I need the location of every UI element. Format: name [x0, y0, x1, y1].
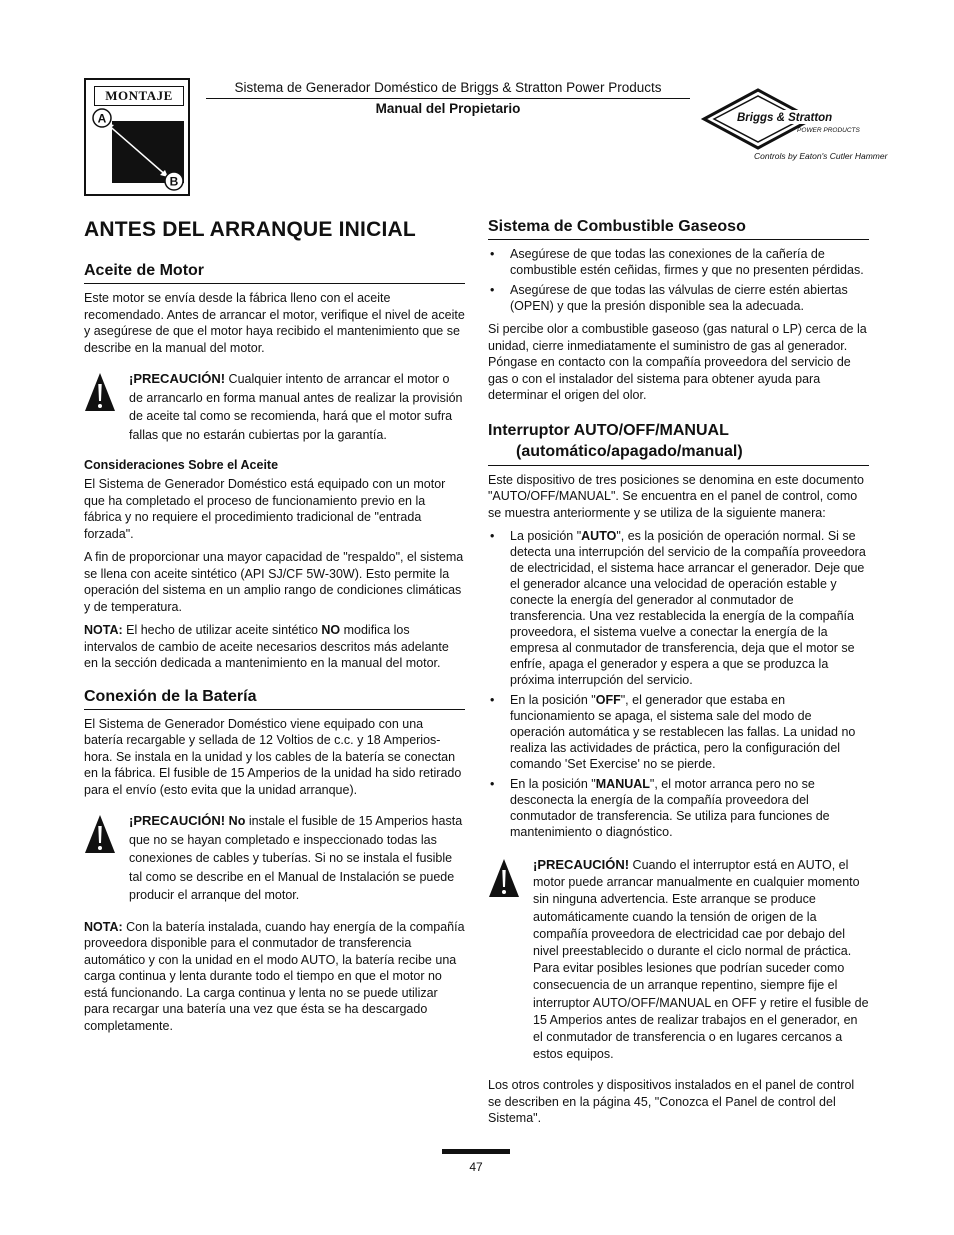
oil-warning-label: ¡PRECAUCIÓN! — [129, 371, 226, 386]
oil-note: NOTA: El hecho de utilizar aceite sintético NO modifica los intervalos de cambio de aceite necesarios descritos más adelante en la sección dedicada a mantenimiento en la manual del motor. — [84, 623, 449, 670]
oil-note-label: NOTA: — [84, 623, 123, 637]
oil-paragraph-3: A fin de proporcionar una mayor capacidad de "respaldo", el sistema se llena con aceite sintético (API SJ/CF 5W-30W). Esto permite la operación del sistema en un amplio rango de condiciones climáticas y de temperatura. — [84, 550, 464, 614]
list-item-auto: • La posición "AUTO", es la posición de operación normal. Si se detecta una interrupción del servicio de la compañía proveedora de electricidad, el sistema hace arrancar el generador. Deje que el generador alcance una velocidad de operación estable y conecte la energía del generador al conmutador de transferencia. Una vez restablecida la energía de la compañía proveedora, el sistema vuelve a conectar la energía de la empresa al conmutador de transferencia, deja que el motor se enfríe, apaga el generador y espera a que se produzca la próxima interrupción del servicio. — [490, 529, 866, 687]
montaje-label: MONTAJE — [94, 86, 184, 106]
logo-sub: POWER PRODUCTS — [797, 127, 860, 134]
section-heading-switch: Interruptor AUTO/OFF/MANUAL (automático/apagado/manual) — [488, 420, 869, 466]
footer-bar — [442, 1149, 510, 1154]
montaje-a-b-icon — [90, 107, 186, 193]
switch-warning-text: Cuando el interruptor está en AUTO, el motor puede arrancar manualmente en cualquier momento sin ninguna advertencia. Este arranque se produce automáticamente cuando la tensión de origen de la compañía proveedora de electricidad cae por debajo del nivel preestablecido o durante el ciclo normal de práctica. Para evitar posibles lesiones que podrían suceder como consecuencia de un arranque repentino, siempre fije el interruptor AUTO/OFF/MANUAL en OFF y retire el fusible de 15 Amperios antes de realizar trabajos en el generador, en el conmutador de transferencia o en lugares cercanos a estos equipos. — [533, 858, 869, 1062]
section-heading-fuel: Sistema de Combustible Gaseoso — [488, 218, 869, 240]
battery-warning: ¡PRECAUCIÓN! No instale el fusible de 15 Amperios hasta que no se hayan completado e inspeccionado todas las conexiones de cables y tuberías. Si no se instala el fusible tal como se describe en el Manual de Instalación se puede producir el arranque del motor. — [84, 812, 465, 905]
fuel-list — [488, 246, 869, 314]
logo-brand: Briggs & Stratton — [737, 112, 833, 124]
oil-warning — [84, 370, 465, 444]
header-title: Sistema de Generador Doméstico de Briggs & Stratton Power Products — [234, 80, 662, 95]
oil-warning-text: Cualquier intento de arrancar el motor o de arrancarlo en forma manual antes de realizar la provisión de aceite tal como se recomienda, hará que el motor sufra fallas que no estarán cubiertas por la garantía. — [129, 372, 463, 442]
switch-warning — [488, 856, 869, 1063]
list-item: • Asegúrese de que todas las válvulas de cierre estén abiertas (OPEN) y que la presión disponible sea la adecuada. — [490, 283, 848, 313]
battery-note-label: NOTA: — [84, 919, 123, 934]
briggs-stratton-logo — [700, 88, 870, 150]
warning-triangle-icon — [488, 858, 520, 898]
page-title: ANTES DEL ARRANQUE INICIAL — [84, 218, 416, 241]
battery-paragraph-1: El Sistema de Generador Doméstico viene equipado con una batería recargable y sellada de 12 Voltios de c.c. y 18 Amperios-hora. Se instala en la unidad y los cables de la batería se conectan en la fábrica. El fusible de 15 Amperios de la unidad ha sido retirado para el envío (esto evita que la unidad arranque). — [84, 716, 462, 797]
list-item-off: • En la posición "OFF", el generador que estaba en funcionamiento se apaga, el sistema sale del modo de operación automática y se restablecen las fallas. La unidad no realiza las actividades de práctica, pero la configuración del comando 'Set Exercise' no se pierde. — [490, 693, 856, 771]
list-item-manual: • En la posición "MANUAL", el motor arranca pero no se desconecta la energía de la compañía proveedora del conmutador de transferencia. Se utiliza para funciones de mantenimiento o diagnóstico. — [490, 777, 830, 839]
battery-warning-label: ¡PRECAUCIÓN! — [129, 813, 229, 828]
switch-warning-label: ¡PRECAUCIÓN! — [533, 857, 630, 872]
warning-triangle-icon — [84, 372, 116, 412]
oil-subheading: Consideraciones Sobre el Aceite — [84, 458, 279, 472]
header-divider — [206, 98, 690, 99]
switch-position-list — [488, 528, 869, 840]
list-item: • Asegúrese de que todas las conexiones de la cañería de combustible estén ceñidas, firmes y que no presenten pérdidas. — [490, 247, 864, 277]
switch-paragraph: Este dispositivo de tres posiciones se denomina en este documento "AUTO/OFF/MANUAL". Se encuentra en el panel de control, como se muestra anteriormente y se utiliza de la siguiente manera: — [488, 472, 864, 520]
badge-letter-a: A — [97, 111, 107, 126]
logo-caption: Controls by Eaton's Cutler Hammer — [754, 151, 888, 161]
warning-triangle-icon — [84, 814, 116, 854]
section-heading-oil: Aceite de Motor — [84, 262, 465, 284]
page-number: 47 — [469, 1160, 483, 1174]
battery-note: NOTA: Con la batería instalada, cuando hay energía de la compañía proveedora disponible para el conmutador de transferencia automático y con la unidad en el modo AUTO, la batería recibe una carga continua y lenta durante todo el tiempo en que el motor no está funcionando. La carga continua y lenta no se puede utilizar para recargar una batería una vez que ésta se ha descargado completamente. — [84, 919, 465, 1033]
header-subtitle: Manual del Propietario — [375, 101, 521, 116]
badge-letter-b: B — [169, 174, 179, 189]
closing-paragraph: Los otros controles y dispositivos instalados en el panel de control se describen en la página 45, "Conozca el Panel de control del Sistema". — [488, 1078, 855, 1126]
fuel-paragraph: Si percibe olor a combustible gaseoso (gas natural o LP) cerca de la unidad, cierre inmediatamente el suministro de gas al generador. Póngase en contacto con la compañía proveedora del servicio de gas o con el instalador del sistema para obtener ayuda para determinar el origen del olor. — [488, 322, 867, 402]
battery-warning-text: instale el fusible de 15 Amperios hasta que no se hayan completado e inspeccionado todas las conexiones de cables y tuberías. Si no se instala el fusible tal como se describe en el Manual de Instalación se puede producir el arranque del motor. — [129, 814, 463, 902]
oil-paragraph-2: El Sistema de Generador Doméstico está equipado con un motor que ha completado el proceso de funcionamiento previo en la fábrica y no requiere el procedimiento tradicional de "entrada forzada". — [84, 477, 446, 541]
right-column — [488, 218, 869, 1134]
section-heading-battery: Conexión de la Batería — [84, 688, 465, 710]
left-column — [84, 218, 465, 1041]
oil-paragraph-1: Este motor se envía desde la fábrica lleno con el aceite recomendado. Antes de arrancar el motor, verifique el nivel de aceite y asegúrese de que el motor haya recibido el mantenimiento que se describe en la manual del motor. — [84, 291, 465, 355]
